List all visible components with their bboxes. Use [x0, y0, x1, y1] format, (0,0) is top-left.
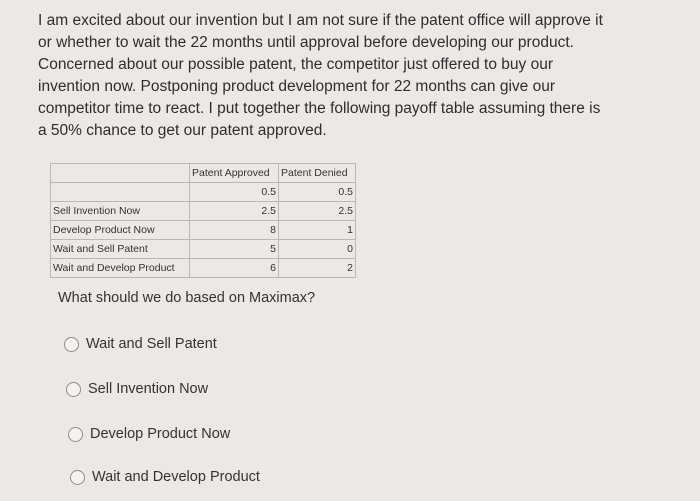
option-label[interactable]: Develop Product Now [90, 426, 231, 442]
cell-approved: 8 [190, 221, 279, 240]
radio-button[interactable] [66, 382, 81, 397]
option-label[interactable]: Wait and Develop Product [92, 469, 260, 485]
table-corner-cell [51, 164, 190, 183]
header-patent-denied: Patent Denied [279, 164, 356, 183]
cell-denied: 2 [279, 259, 356, 278]
table-row [51, 240, 356, 259]
cell-denied: 2.5 [279, 202, 356, 221]
header-patent-approved: Patent Approved [190, 164, 279, 183]
radio-button[interactable] [68, 427, 83, 442]
radio-button[interactable] [64, 337, 79, 352]
option-sell-invention-now[interactable] [66, 381, 208, 397]
probability-denied: 0.5 [279, 183, 356, 202]
paragraph-line: a 50% chance to get our patent approved. [38, 122, 327, 139]
paragraph-line: or whether to wait the 22 months until approval before developing our product. [38, 34, 574, 51]
table-header-row [51, 164, 356, 183]
option-wait-and-develop-product[interactable] [70, 469, 260, 485]
paragraph-line: competitor time to react. I put together the following payoff table assuming there is [38, 100, 601, 117]
table-row [51, 259, 356, 278]
paragraph-line: Concerned about our possible patent, the competitor just offered to buy our [38, 56, 553, 73]
probability-approved: 0.5 [190, 183, 279, 202]
option-develop-product-now[interactable] [68, 426, 230, 442]
paragraph-line: invention now. Postponing product development for 22 months can give our [38, 78, 555, 95]
cell-approved: 6 [190, 259, 279, 278]
cell-approved: 5 [190, 240, 279, 259]
row-label: Wait and Sell Patent [51, 240, 190, 259]
table-empty-cell [51, 183, 190, 202]
payoff-table [50, 163, 356, 278]
row-label: Develop Product Now [51, 221, 190, 240]
radio-button[interactable] [70, 470, 85, 485]
option-wait-and-sell-patent[interactable] [64, 336, 217, 352]
row-label: Wait and Develop Product [51, 259, 190, 278]
option-label[interactable]: Sell Invention Now [88, 381, 209, 397]
question-prompt: What should we do based on Maximax? [58, 290, 316, 306]
cell-approved: 2.5 [190, 202, 279, 221]
row-label: Sell Invention Now [51, 202, 190, 221]
table-row [51, 202, 356, 221]
table-row [51, 221, 356, 240]
question-paragraph [38, 10, 678, 142]
cell-denied: 0 [279, 240, 356, 259]
option-label[interactable]: Wait and Sell Patent [86, 336, 217, 352]
table-probability-row [51, 183, 356, 202]
cell-denied: 1 [279, 221, 356, 240]
paragraph-line: I am excited about our invention but I am not sure if the patent office will approve it [38, 12, 603, 29]
